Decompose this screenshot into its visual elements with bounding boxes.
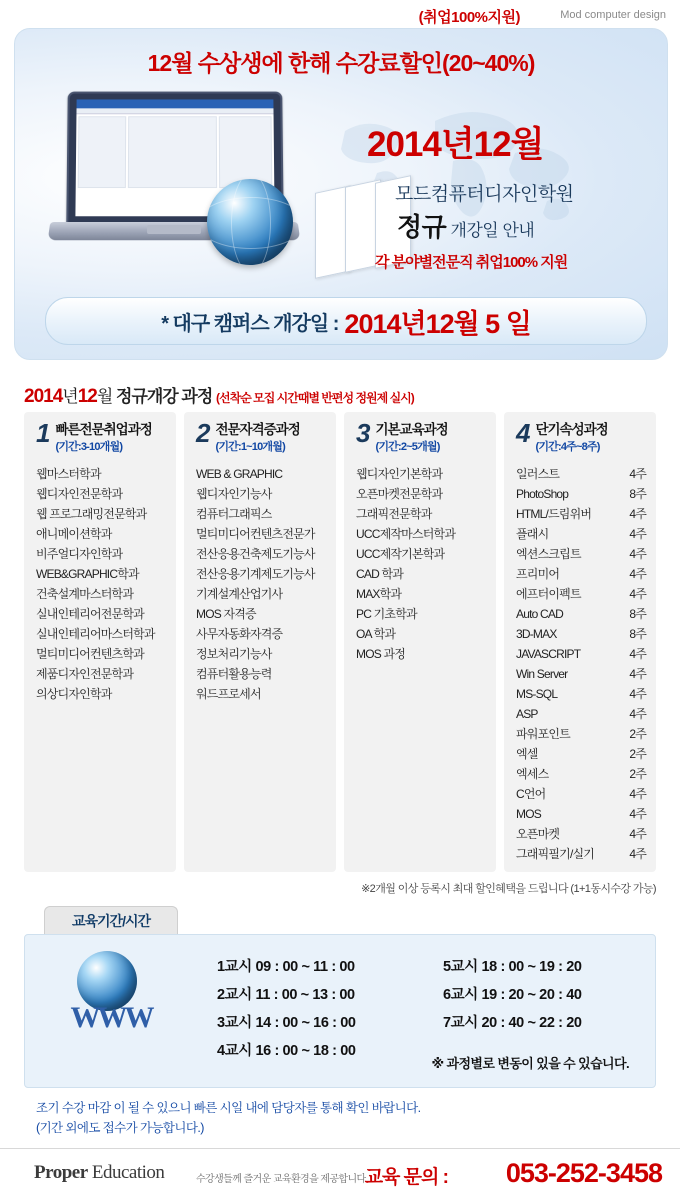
time-section-tab: 교육기간/시간 bbox=[44, 906, 178, 935]
course-duration: 4주 bbox=[629, 647, 646, 661]
footer-note-1: 조기 수강 마감 이 될 수 있으니 빠른 시일 내에 담당자를 통해 확인 바랍니다. bbox=[36, 1101, 421, 1115]
course-duration: 4주 bbox=[629, 827, 646, 841]
section-title-year-unit: 년 bbox=[62, 387, 78, 406]
list-item: 비주얼디자인학과 bbox=[36, 547, 123, 561]
list-item bbox=[516, 624, 646, 644]
hero-academy-name: 모드컴퓨터디자인학원 bbox=[395, 184, 574, 205]
list-item bbox=[516, 584, 646, 604]
time-row-7: 7교시 20 : 40 ~ 22 : 20 bbox=[443, 1015, 582, 1031]
top-support-note: (취업100%지원) bbox=[418, 9, 520, 26]
course-column-4-list bbox=[516, 464, 646, 864]
list-item: 오픈마켓전문학과 bbox=[356, 487, 443, 501]
course-name: PhotoShop bbox=[516, 487, 569, 501]
course-column-2-list bbox=[196, 464, 326, 704]
course-column-3-duration: (기간:2~5개월) bbox=[375, 441, 440, 453]
time-section-box bbox=[24, 934, 656, 1088]
brand-logo-rest: Education bbox=[87, 1162, 165, 1183]
list-item: MOS 자격증 bbox=[196, 607, 256, 621]
course-duration: 2주 bbox=[629, 727, 646, 741]
course-name: 플래시 bbox=[516, 527, 549, 541]
course-column-1 bbox=[24, 412, 176, 872]
course-name: JAVASCRIPT bbox=[516, 647, 581, 661]
course-duration: 2주 bbox=[629, 767, 646, 781]
list-item: 사무자동화자격증 bbox=[196, 627, 283, 641]
section-title-main: 정규개강 과정 bbox=[116, 387, 213, 406]
list-item bbox=[516, 764, 646, 784]
list-item bbox=[516, 824, 646, 844]
hero-discount-title: 12월 수상생에 한해 수강료할인(20~40%) bbox=[147, 50, 535, 76]
list-item: UCC제작마스터학과 bbox=[356, 527, 456, 541]
time-row-6: 6교시 19 : 20 ~ 20 : 40 bbox=[443, 987, 582, 1003]
list-item: 컴퓨터그래픽스 bbox=[196, 507, 272, 521]
course-name: 3D-MAX bbox=[516, 627, 557, 641]
course-duration: 4주 bbox=[629, 787, 646, 801]
list-item bbox=[516, 504, 646, 524]
list-item bbox=[516, 544, 646, 564]
list-item bbox=[516, 744, 646, 764]
list-item: PC 기초학과 bbox=[356, 607, 417, 621]
course-column-2-name: 전문자격증과정 bbox=[215, 422, 300, 437]
time-row-1: 1교시 09 : 00 ~ 11 : 00 bbox=[217, 959, 355, 975]
list-item: OA 학과 bbox=[356, 627, 396, 641]
list-item: 워드프로세서 bbox=[196, 687, 261, 701]
discount-note: ※2개월 이상 등록시 최대 할인혜택을 드립니다 (1+1동시수강 가능) bbox=[361, 883, 656, 895]
contact-phone[interactable]: 053-252-3458 bbox=[505, 1158, 662, 1188]
course-name: Win Server bbox=[516, 667, 568, 681]
list-item: WEB&GRAPHIC학과 bbox=[36, 567, 139, 581]
course-column-4 bbox=[504, 412, 656, 872]
course-name: 엑션스크립트 bbox=[516, 547, 581, 561]
hero-field-support: 각 분야별전문직 취업100% 지원 bbox=[375, 254, 568, 271]
list-item: WEB & GRAPHIC bbox=[196, 467, 283, 481]
time-www-text: WWW bbox=[70, 1001, 152, 1034]
course-name: MOS bbox=[516, 807, 541, 821]
course-duration: 4주 bbox=[629, 707, 646, 721]
brand-tagline: 수강생들께 즐거운 교육환경을 제공합니다 bbox=[196, 1174, 366, 1185]
list-item: 웹디자인기능사 bbox=[196, 487, 272, 501]
course-duration: 4주 bbox=[629, 527, 646, 541]
openday-value: 2014년12월 5 일 bbox=[344, 308, 531, 339]
course-duration: 4주 bbox=[629, 667, 646, 681]
course-column-1-number: 1 bbox=[36, 418, 51, 448]
course-column-3-number: 3 bbox=[356, 418, 371, 448]
hero-year-month: 2014년12월 bbox=[367, 125, 544, 164]
list-item: 전산응용건축제도기능사 bbox=[196, 547, 315, 561]
course-column-4-name: 단기속성과정 bbox=[535, 422, 608, 437]
course-name: C언어 bbox=[516, 787, 546, 801]
course-name: Auto CAD bbox=[516, 607, 563, 621]
course-name: 에프터이펙트 bbox=[516, 587, 581, 601]
hero-regular-suffix: 개강일 안내 bbox=[446, 221, 535, 240]
list-item: 건축설계마스터학과 bbox=[36, 587, 134, 601]
list-item bbox=[516, 804, 646, 824]
top-mod-note: Mod computer design bbox=[560, 9, 666, 21]
course-column-3-head bbox=[356, 418, 486, 454]
course-duration: 2주 bbox=[629, 747, 646, 761]
list-item bbox=[516, 564, 646, 584]
list-item: 실내인테리어전문학과 bbox=[36, 607, 144, 621]
course-column-4-head bbox=[516, 418, 646, 454]
list-item: 실내인테리어마스터학과 bbox=[36, 627, 155, 641]
course-name: 오픈마켓 bbox=[516, 827, 560, 841]
hero-banner bbox=[14, 28, 668, 360]
course-column-2-number: 2 bbox=[196, 418, 211, 448]
footer-note-2: (기간 외에도 접수가 가능합니다.) bbox=[36, 1121, 204, 1135]
globe-icon bbox=[207, 179, 293, 265]
list-item bbox=[516, 664, 646, 684]
course-name: MS-SQL bbox=[516, 687, 558, 701]
course-column-3-name: 기본교육과정 bbox=[375, 422, 448, 437]
course-name: ASP bbox=[516, 707, 538, 721]
course-duration: 4주 bbox=[629, 807, 646, 821]
brand-logo-bold: Proper bbox=[34, 1162, 88, 1183]
list-item bbox=[516, 844, 646, 864]
top-note-bar bbox=[0, 6, 680, 28]
course-column-2-head bbox=[196, 418, 326, 454]
course-duration: 4주 bbox=[629, 507, 646, 521]
list-item: 기계설계산업기사 bbox=[196, 587, 283, 601]
course-duration: 4주 bbox=[629, 587, 646, 601]
laptop-touchpad bbox=[147, 225, 201, 234]
course-column-2-duration: (기간:1~10개월) bbox=[215, 441, 285, 453]
course-name: HTML/드림위버 bbox=[516, 507, 592, 521]
course-duration: 8주 bbox=[629, 627, 646, 641]
course-column-3-list bbox=[356, 464, 486, 664]
list-item bbox=[516, 784, 646, 804]
list-item: MAX학과 bbox=[356, 587, 402, 601]
course-column-4-duration: (기간:4주~8주) bbox=[535, 441, 600, 453]
section-title-note: (선착순 모집 시간때별 반편성 정원제 실시) bbox=[216, 391, 414, 405]
course-name: 엑셀 bbox=[516, 747, 538, 761]
course-name: 파워포인트 bbox=[516, 727, 570, 741]
time-variation-note: ※ 과정별로 변동이 있을 수 있습니다. bbox=[431, 1056, 629, 1071]
list-item bbox=[516, 464, 646, 484]
list-item: 애니메이션학과 bbox=[36, 527, 112, 541]
course-column-1-duration: (기간:3-10개월) bbox=[55, 441, 123, 453]
course-duration: 4주 bbox=[629, 567, 646, 581]
time-row-5: 5교시 18 : 00 ~ 19 : 20 bbox=[443, 959, 582, 975]
list-item: 전산응용기계제도기능사 bbox=[196, 567, 315, 581]
list-item bbox=[516, 704, 646, 724]
course-column-3 bbox=[344, 412, 496, 872]
course-name: 그래픽필기/실기 bbox=[516, 847, 595, 861]
course-column-1-name: 빠른전문취업과정 bbox=[55, 422, 152, 437]
course-duration: 8주 bbox=[629, 487, 646, 501]
list-item bbox=[516, 724, 646, 744]
list-item bbox=[516, 484, 646, 504]
list-item: 웹디자인전문학과 bbox=[36, 487, 123, 501]
section-title-month-unit: 월 bbox=[96, 387, 117, 406]
list-item: 정보처리기능사 bbox=[196, 647, 272, 661]
openday-bar bbox=[45, 297, 647, 345]
course-duration: 4주 bbox=[629, 687, 646, 701]
course-columns bbox=[24, 412, 656, 872]
list-item bbox=[516, 524, 646, 544]
course-column-1-head bbox=[36, 418, 166, 454]
list-item: 제품디자인전문학과 bbox=[36, 667, 134, 681]
list-item: UCC제작기본학과 bbox=[356, 547, 445, 561]
list-item: CAD 학과 bbox=[356, 567, 404, 581]
list-item bbox=[516, 684, 646, 704]
hero-regular-opening bbox=[397, 207, 534, 244]
list-item: 의상디자인학과 bbox=[36, 687, 112, 701]
list-item: 그래픽전문학과 bbox=[356, 507, 432, 521]
course-column-1-list bbox=[36, 464, 166, 704]
list-item: 컴퓨터활용능력 bbox=[196, 667, 272, 681]
course-name: 프리미어 bbox=[516, 567, 560, 581]
course-duration: 4주 bbox=[629, 847, 646, 861]
contact-label: 교육 문의 : bbox=[364, 1167, 448, 1188]
list-item: 멀티미디어컨텐츠전문가 bbox=[196, 527, 315, 541]
list-item: 멀티미디어컨텐츠학과 bbox=[36, 647, 144, 661]
course-column-2 bbox=[184, 412, 336, 872]
section-title-year: 2014 bbox=[24, 386, 63, 407]
time-row-4: 4교시 16 : 00 ~ 18 : 00 bbox=[217, 1043, 356, 1059]
time-row-3: 3교시 14 : 00 ~ 16 : 00 bbox=[217, 1015, 356, 1031]
course-name: 일러스트 bbox=[516, 467, 560, 481]
list-item: 웹 프로그래밍전문학과 bbox=[36, 507, 147, 521]
course-duration: 4주 bbox=[629, 467, 646, 481]
brand-logo bbox=[34, 1162, 164, 1184]
list-item: 웹디자인기본학과 bbox=[356, 467, 443, 481]
course-column-4-number: 4 bbox=[516, 418, 531, 448]
time-row-2: 2교시 11 : 00 ~ 13 : 00 bbox=[217, 987, 355, 1003]
section-title bbox=[24, 382, 414, 408]
list-item: MOS 과정 bbox=[356, 647, 406, 661]
course-duration: 8주 bbox=[629, 607, 646, 621]
list-item bbox=[516, 604, 646, 624]
course-name: 엑세스 bbox=[516, 767, 549, 781]
course-duration: 4주 bbox=[629, 547, 646, 561]
section-title-month: 12 bbox=[77, 386, 97, 407]
list-item bbox=[516, 644, 646, 664]
list-item: 웹마스터학과 bbox=[36, 467, 101, 481]
hero-regular-prefix: 정규 bbox=[397, 212, 447, 242]
openday-label: * 대구 캠퍼스 개강일 : bbox=[161, 312, 339, 335]
